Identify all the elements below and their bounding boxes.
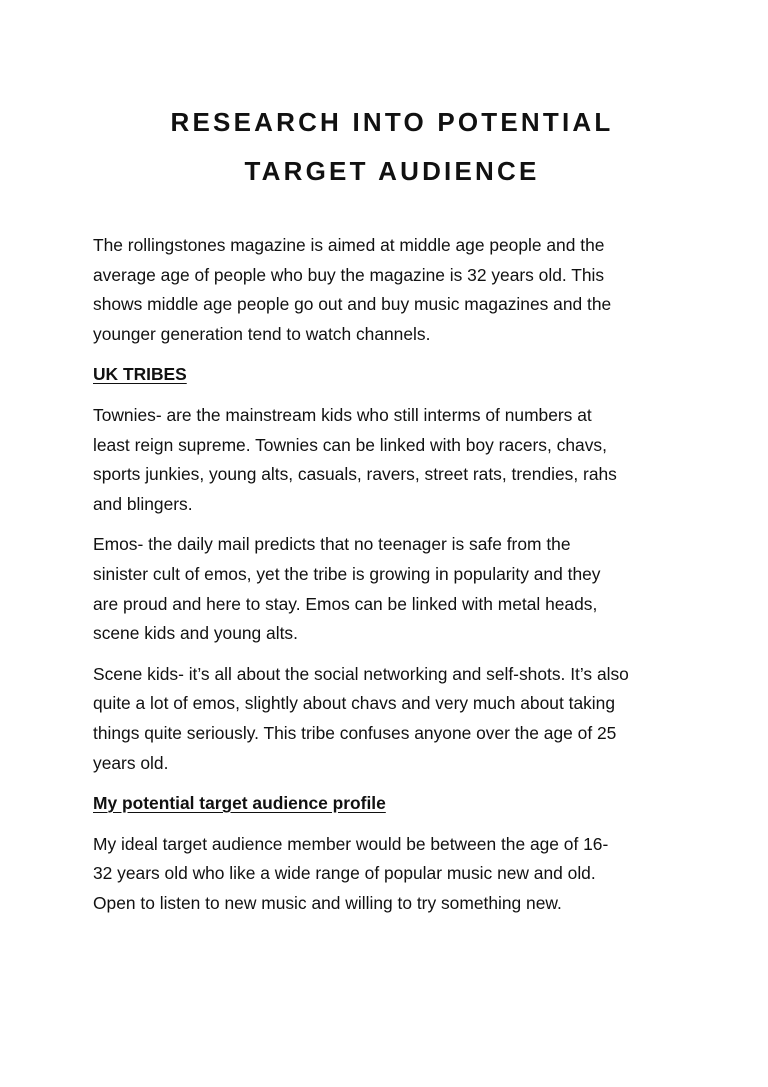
paragraph-line: sports junkies, young alts, casuals, ravers, street rats, trendies, rahs bbox=[93, 464, 617, 485]
paragraph-line: average age of people who buy the magazine is 32 years old. This bbox=[93, 264, 605, 285]
paragraph-line: My ideal target audience member would be between the age of 16- bbox=[93, 833, 609, 854]
paragraph-line: and blingers. bbox=[93, 493, 193, 514]
paragraph-line: things quite seriously. This tribe confuses anyone over the age of 25 bbox=[93, 722, 617, 743]
document-title bbox=[92, 98, 692, 196]
target-profile-heading bbox=[93, 789, 683, 819]
paragraph-line: Emos- the daily mail predicts that no teenager is safe from the bbox=[93, 534, 571, 555]
paragraph-line: least reign supreme. Townies can be linked with boy racers, chavs, bbox=[93, 434, 607, 455]
uk-tribes-heading bbox=[93, 360, 683, 390]
title-line: RESEARCH INTO POTENTIAL bbox=[170, 107, 614, 137]
paragraph-line: Scene kids- it’s all about the social networking and self-shots. It’s also bbox=[93, 663, 629, 684]
emos-paragraph bbox=[93, 530, 683, 648]
heading-text: UK TRIBES bbox=[93, 364, 187, 385]
paragraph-line: Townies- are the mainstream kids who still interms of numbers at bbox=[93, 404, 592, 425]
scene-kids-paragraph bbox=[93, 660, 683, 778]
paragraph-line: quite a lot of emos, slightly about chavs and very much about taking bbox=[93, 693, 616, 714]
intro-paragraph bbox=[93, 231, 683, 349]
paragraph-line: scene kids and young alts. bbox=[93, 623, 298, 644]
paragraph-line: The rollingstones magazine is aimed at middle age people and the bbox=[93, 235, 605, 255]
paragraph-line: 32 years old who like a wide range of popular music new and old. bbox=[93, 863, 596, 884]
paragraph-line: sinister cult of emos, yet the tribe is growing in popularity and they bbox=[93, 563, 601, 584]
heading-text: My potential target audience profile bbox=[93, 793, 386, 814]
paragraph-line: are proud and here to stay. Emos can be linked with metal heads, bbox=[93, 593, 598, 614]
paragraph-line: years old. bbox=[93, 752, 169, 773]
paragraph-line: younger generation tend to watch channels. bbox=[93, 323, 431, 344]
townies-paragraph bbox=[93, 401, 683, 519]
document-body bbox=[93, 231, 683, 929]
paragraph-line: shows middle age people go out and buy music magazines and the bbox=[93, 294, 612, 315]
ideal-audience-paragraph bbox=[93, 830, 683, 919]
title-line: TARGET AUDIENCE bbox=[244, 156, 540, 186]
paragraph-line: Open to listen to new music and willing to try something new. bbox=[93, 892, 562, 913]
